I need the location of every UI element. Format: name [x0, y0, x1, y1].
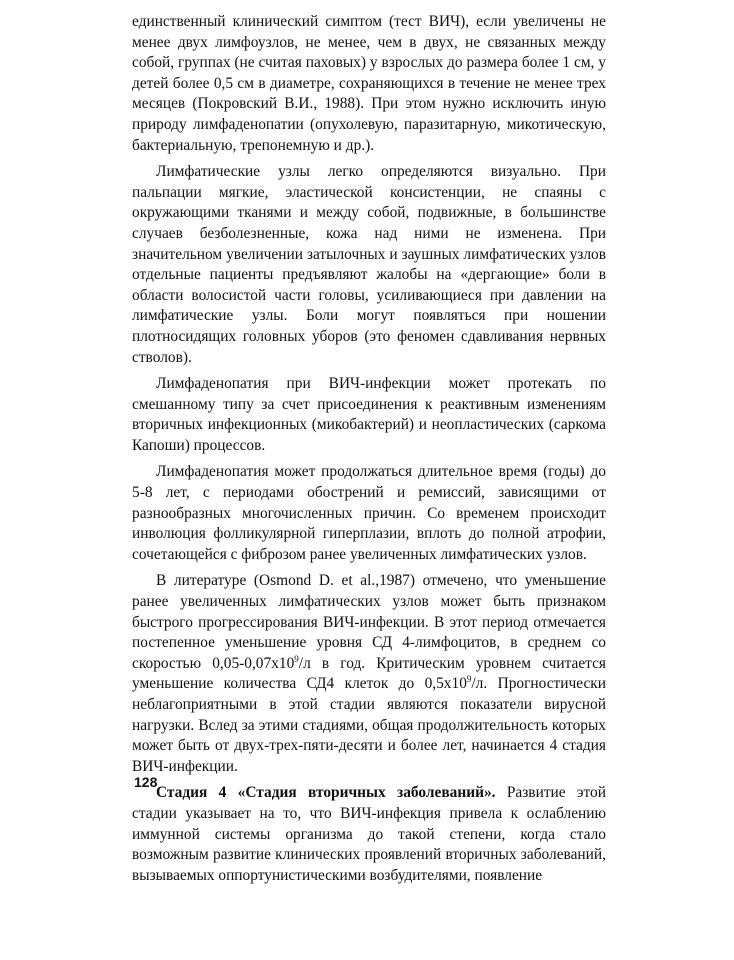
superscript-exponent-2: 9 — [466, 674, 472, 685]
paragraph-5-part-b: /л в год. Критическим уровнем считается уменьшение количества СД4 клеток до 0,5х10 — [132, 654, 607, 693]
paragraph-1: единственный клинический симптом (тест ВИЧ), если увеличены не менее двух лимфоузлов, не менее, чем в двух, не связанных между собой, группах (не считая паховых) у взрослых до размера более 1 см, у детей более 0,5 см в диаметре, сохраняющихся в течение не менее трех месяцев (Покровский В.И., 1988). При этом нужно исключить иную природу лимфаденопатии (опухолевую, паразитарную, микотическую, бактериальную, трепонемную и др.). — [132, 13, 606, 154]
page-body — [132, 12, 606, 886]
paragraph-6-body: Развитие этой стадии указывает на то, что ВИЧ-инфекция привела к ослаблению иммунной системы организма до такой степени, когда стало возможным развитие клинических проявлений вторичных заболеваний, вызываемых оппортунистическими возбудителями, появление — [132, 784, 606, 884]
paragraph-5-part-c: /л. Прогностически неблагоприятными в этой стадии являются показатели вирусной нагрузки. Вслед за этими стадиями, общая продолжительность которых может быть от двух-трех-пяти-десяти и более лет, начинается 4 стадия ВИЧ-инфекции. — [132, 675, 607, 775]
page-number: 128 — [134, 774, 158, 790]
paragraph-5 — [132, 571, 606, 777]
paragraph-6 — [132, 783, 606, 886]
superscript-exponent-1: 9 — [294, 653, 299, 664]
paragraph-3: Лимфаденопатия при ВИЧ-инфекции может протекать по смешанному типу за счет присоединения к реактивным изменениям вторичных инфекционных (микобактерий) и неопластических (саркома Капоши) процессов. — [132, 375, 606, 454]
paragraph-5-part-a: В литературе (Osmond D. et al.,1987) отмечено, что уменьшение ранее увеличенных лимфатических узлов может быть признаком быстрого прогрессирования ВИЧ-инфекции. В этот период отмечается постепенное уменьшение уровня СД 4-лимфоцитов, в среднем со скоростью 0,05-0,07х10 — [132, 572, 606, 672]
stage-4-heading: Стадия 4 «Стадия вторичных заболеваний». — [156, 784, 496, 802]
paragraph-4: Лимфаденопатия может продолжаться длительное время (годы) до 5-8 лет, с периодами обострений и ремиссий, зависящими от разнообразных многочисленных причин. Со временем происходит инволюция фолликулярной гиперплазии, вплоть до полной атрофии, сочетающейся с фиброзом ранее увеличенных лимфатических узлов. — [132, 463, 606, 563]
paragraph-2: Лимфатические узлы легко определяются визуально. При пальпации мягкие, эластической консистенции, не спаяны с окружающими тканями и между собой, подвижные, в большинстве случаев безболезненные, кожа над ними не изменена. При значительном увеличении затылочных и заушных лимфатических узлов отдельные пациенты предъявляют жалобы на «дергающие» боли в области волосистой части головы, усиливающиеся при давлении на лимфатические узлы. Боли могут появляться при ношении плотносидящих головных уборов (это феномен сдавливания нервных стволов). — [132, 163, 606, 366]
